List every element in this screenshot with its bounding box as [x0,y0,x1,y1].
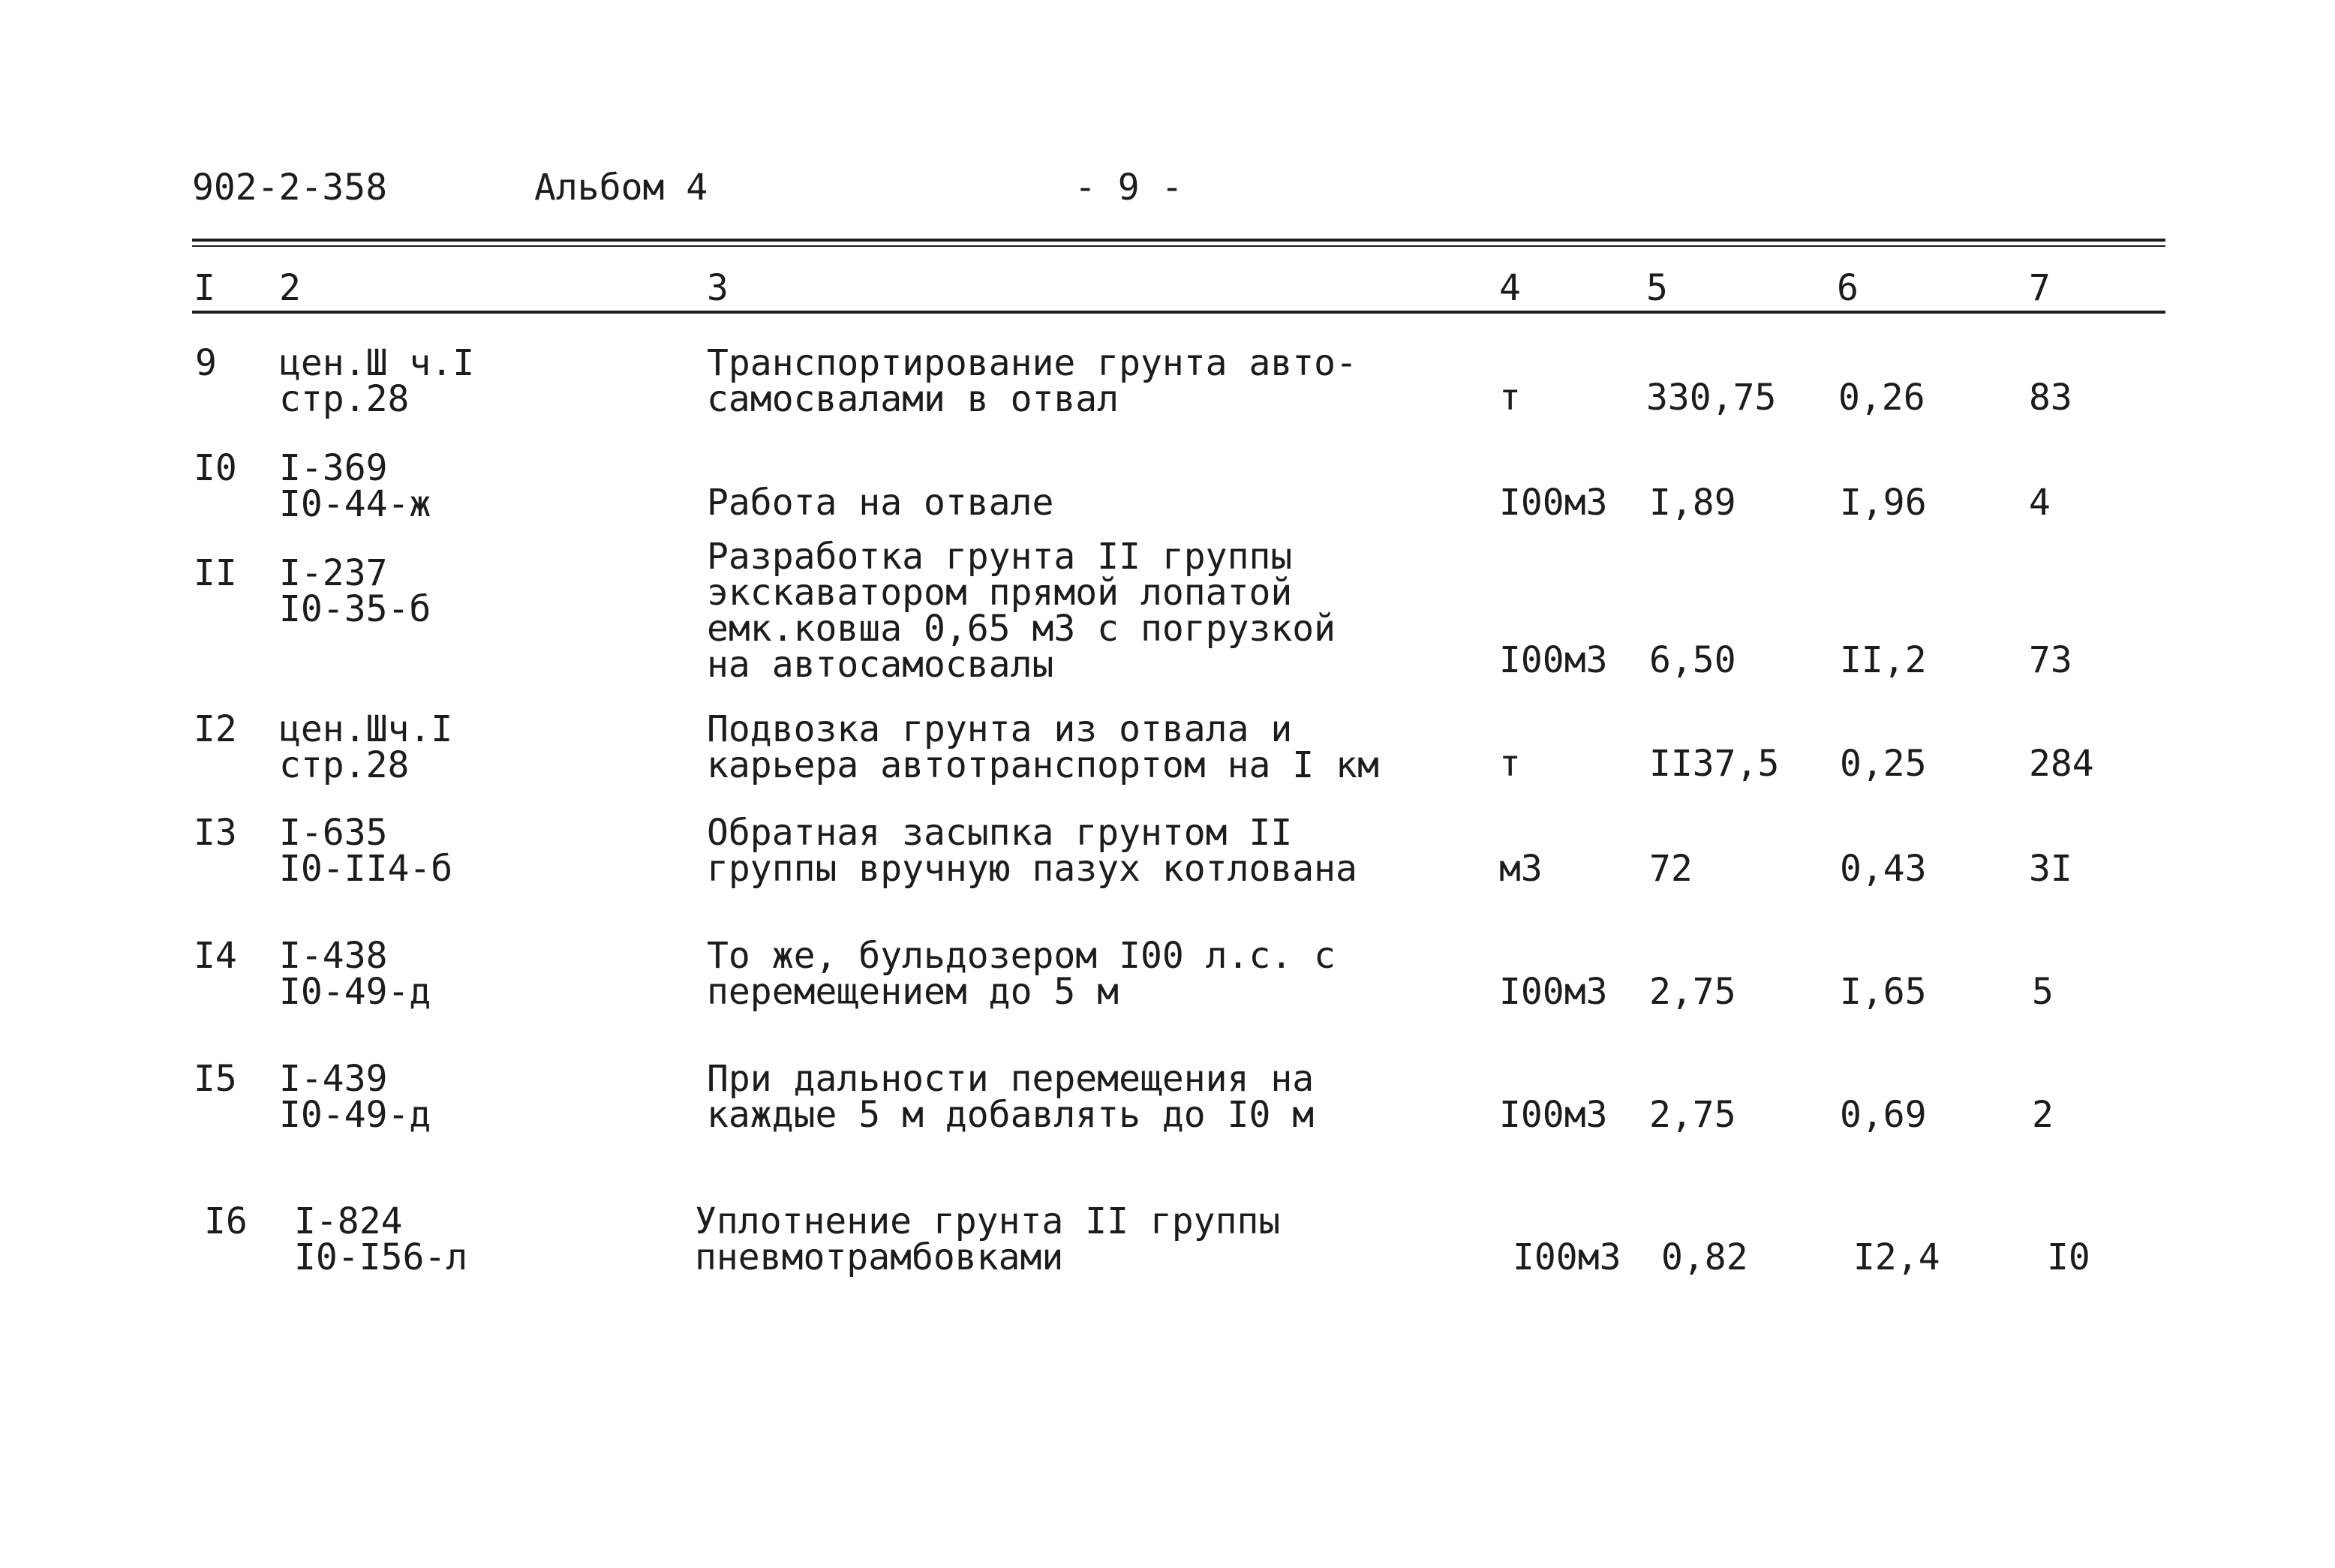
total-cost: 83 [2029,377,2072,419]
total-cost: 284 [2029,743,2094,785]
unit: I00м3 [1499,971,1608,1013]
header-rule-thin [192,245,2165,247]
total-cost: 73 [2029,639,2072,681]
quantity: 330,75 [1646,377,1777,419]
row-number: 9 [195,342,217,384]
row-number: II [194,552,237,594]
quantity: I,89 [1649,482,1736,524]
norm-reference: I-369 I0-44-ж [279,447,431,525]
row-number: I6 [204,1200,248,1242]
quantity: 6,50 [1649,639,1736,681]
norm-reference: I-824 I0-I56-л [294,1200,468,1278]
row-number: I2 [194,708,237,750]
column-header-1: I [194,267,215,309]
total-cost: 5 [2032,971,2054,1013]
work-description: То же, бульдозером I00 л.с. с перемещением до 5 м [707,935,1336,1013]
norm-reference: I-438 I0-49-д [279,935,431,1013]
column-header-rule [192,311,2165,314]
unit-price: II,2 [1840,639,1927,681]
row-number: I3 [194,812,237,854]
unit: I00м3 [1499,482,1608,524]
quantity: 2,75 [1649,1094,1736,1136]
work-description: Подвозка грунта из отвала и карьера автотранспортом на I км [707,708,1379,786]
column-header-6: 6 [1837,267,1859,309]
quantity: II37,5 [1649,743,1780,785]
page-number: - 9 - [1074,167,1183,209]
column-header-7: 7 [2029,267,2051,309]
norm-reference: цен.Ш ч.I стр.28 [279,342,475,420]
column-header-3: 3 [707,267,729,309]
quantity: 2,75 [1649,971,1736,1013]
quantity: 72 [1649,848,1693,890]
unit: I00м3 [1513,1236,1621,1278]
total-cost: I0 [2047,1236,2090,1278]
work-description: При дальности перемещения на каждые 5 м добавлять до I0 м [707,1058,1315,1136]
work-description: Транспортирование грунта авто- самосвалами в отвал [707,342,1357,420]
total-cost: 3I [2029,848,2072,890]
header-rule [192,239,2165,242]
unit: т [1499,377,1521,419]
unit-price: 0,25 [1840,743,1927,785]
norm-reference: I-237 I0-35-б [279,552,431,630]
norm-reference: I-635 I0-II4-б [279,812,453,890]
total-cost: 4 [2029,482,2051,524]
work-description: Разработка грунта II группы экскаватором прямой лопатой емк.ковша 0,65 м3 с погрузкой на автосамосвалы [707,536,1336,686]
document-code: 902-2-358 [192,167,388,209]
column-header-2: 2 [279,267,301,309]
unit-price: I2,4 [1853,1236,1940,1278]
work-description: Работа на отвале [707,482,1054,524]
row-number: I4 [194,935,237,977]
unit-price: 0,69 [1840,1094,1927,1136]
work-description: Обратная засыпка грунтом II группы вручную пазух котлована [707,812,1357,890]
unit-price: I,65 [1840,971,1927,1013]
norm-reference: I-439 I0-49-д [279,1058,431,1136]
column-header-5: 5 [1646,267,1668,309]
total-cost: 2 [2032,1094,2054,1136]
row-number: I5 [194,1058,237,1100]
column-header-4: 4 [1499,267,1521,309]
unit: м3 [1499,848,1543,890]
unit-price: I,96 [1840,482,1927,524]
album-label: Альбом 4 [534,167,708,209]
row-number: I0 [194,447,237,489]
unit-price: 0,43 [1840,848,1927,890]
work-description: Уплотнение грунта II группы пневмотрамбовками [695,1200,1281,1278]
unit: I00м3 [1499,639,1608,681]
unit-price: 0,26 [1838,377,1925,419]
quantity: 0,82 [1661,1236,1748,1278]
unit: I00м3 [1499,1094,1608,1136]
norm-reference: цен.Шч.I стр.28 [279,708,453,786]
unit: т [1499,743,1521,785]
